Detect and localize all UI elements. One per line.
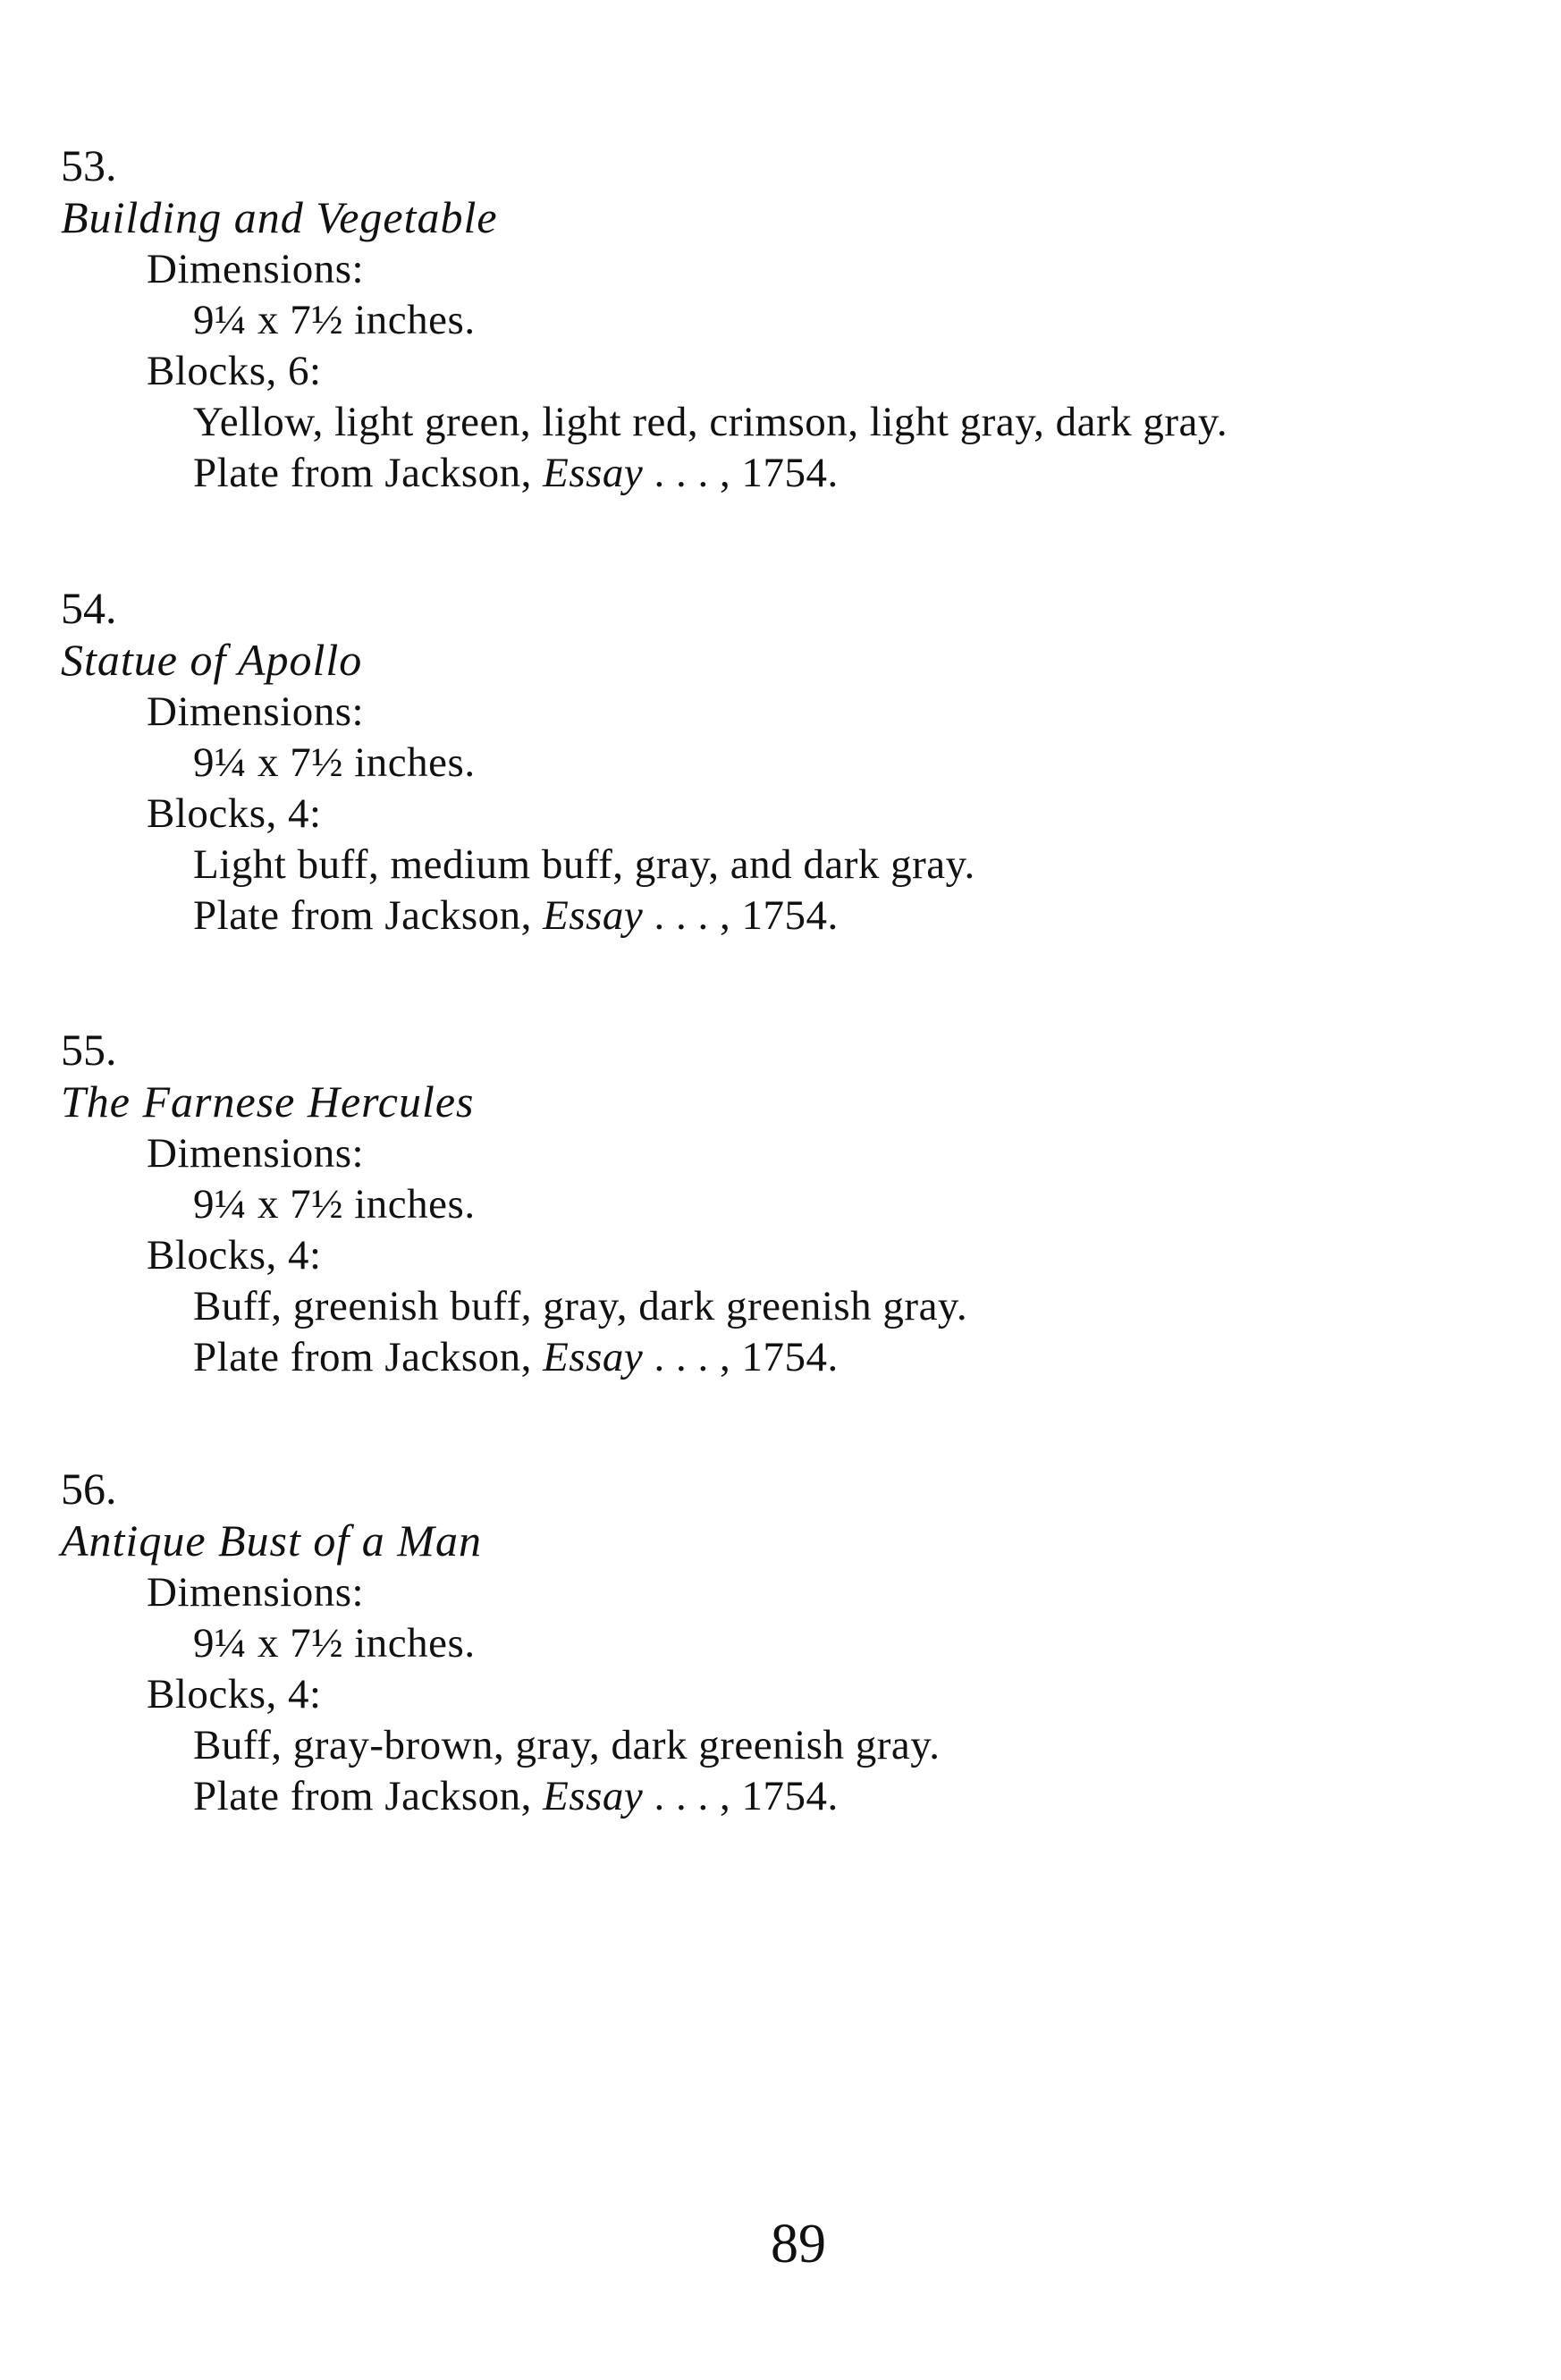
dimensions-label: Dimensions: [147,688,365,735]
plate-source [61,1771,1456,1822]
plate-prefix: Plate from Jackson, [193,1334,544,1380]
entry-title: Antique Bust of a Man [61,1515,482,1566]
plate-source [61,890,1456,941]
plate-source [61,1332,1456,1383]
dimensions-value: 9¼ x 7½ inches. [193,1181,476,1228]
dimensions-label: Dimensions: [147,246,365,292]
blocks-label: Blocks, 4: [147,790,322,837]
plate-title: Essay [543,1773,644,1819]
plate-prefix: Plate from Jackson, [193,1773,544,1819]
dimensions-label: Dimensions: [147,1130,365,1177]
plate-suffix: . . . , 1754. [643,1773,839,1819]
page-number: 89 [771,2214,826,2275]
dimensions-value: 9¼ x 7½ inches. [193,297,476,343]
plate-prefix: Plate from Jackson, [193,892,544,939]
plate-title: Essay [543,892,644,939]
plate-title: Essay [543,1334,644,1380]
catalog-entry-56 [61,1462,1456,1822]
blocks-colors: Light buff, medium buff, gray, and dark gray. [193,841,975,888]
entry-number: 55. [61,1025,117,1075]
plate-title: Essay [543,450,644,496]
blocks-colors: Buff, gray-brown, gray, dark greenish gray. [193,1722,941,1768]
plate-source [61,448,1456,499]
catalog-entry-53 [61,139,1456,499]
plate-suffix: . . . , 1754. [643,892,839,939]
blocks-label: Blocks, 4: [147,1232,322,1279]
blocks-label: Blocks, 6: [147,348,322,394]
blocks-colors: Buff, greenish buff, gray, dark greenish gray. [193,1283,968,1329]
dimensions-label: Dimensions: [147,1569,365,1616]
plate-suffix: . . . , 1754. [643,450,839,496]
dimensions-value: 9¼ x 7½ inches. [193,1620,476,1667]
blocks-colors: Yellow, light green, light red, crimson, light gray, dark gray. [193,399,1228,445]
entry-title: Statue of Apollo [61,635,363,685]
dimensions-value: 9¼ x 7½ inches. [193,739,476,786]
catalog-entry-54 [61,581,1456,941]
plate-suffix: . . . , 1754. [643,1334,839,1380]
entry-title: The Farnese Hercules [61,1076,475,1127]
catalog-entry-55 [61,1023,1456,1383]
blocks-label: Blocks, 4: [147,1671,322,1717]
entry-number: 53. [61,140,117,190]
entry-number: 54. [61,583,117,633]
entry-number: 56. [61,1464,117,1514]
entry-title: Building and Vegetable [61,192,498,242]
plate-prefix: Plate from Jackson, [193,450,544,496]
